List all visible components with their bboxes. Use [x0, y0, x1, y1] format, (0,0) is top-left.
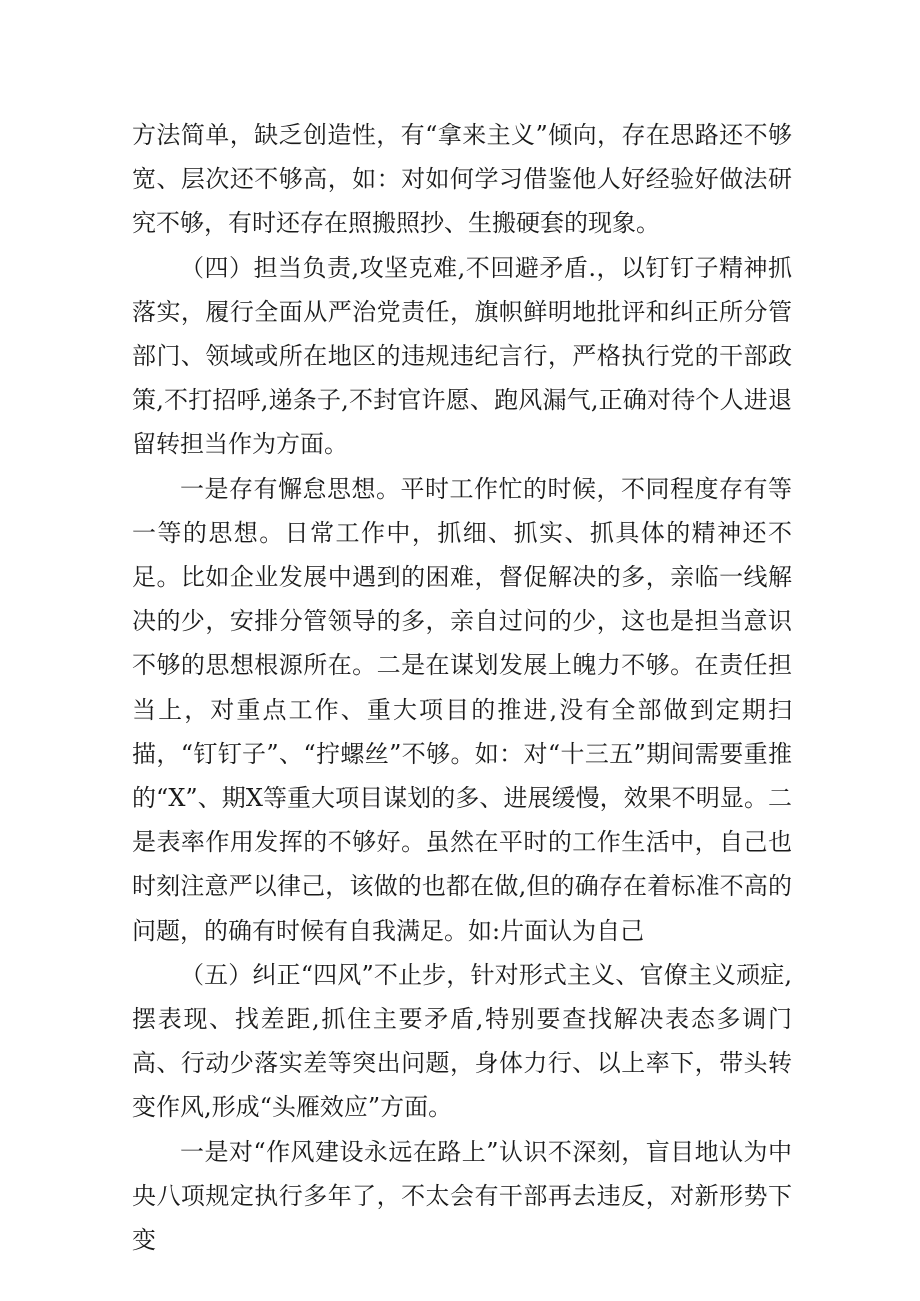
paragraph-1: 方法简单，缺乏创造性，有“拿来主义”倾向，存在思路还不够宽、层次还不够高，如：对如何学习借鉴他人好经验好做法研究不够，有时还存在照搬照抄、生搬硬套的现象。: [132, 121, 792, 238]
paragraph-2: （四）担当负责,攻坚克难,不回避矛盾.，以钉钉子精神抓落实，履行全面从严治党责任，旗帜鲜明地批评和纠正所分管部门、领域或所在地区的违规违纪言行，严格执行党的干部政策,不打招呼,递条子,不封官许愿、跑风漏气,正确对待个人进退留转担当作为方面。: [132, 253, 792, 459]
paragraph-3: 一是存有懈怠思想。平时工作忙的时候，不同程度存有等一等的思想。日常工作中，抓细、抓实、抓具体的精神还不足。比如企业发展中遇到的困难，督促解决的多，亲临一线解决的少，安排分管领导的多，亲自过问的少，这也是担当意识不够的思想根源所在。二是在谋划发展上魄力不够。在责任担当上，对重点工作、重大项目的推进,没有全部做到定期扫描，“钉钉子”、“拧螺丝”不够。如：对“十三五”期间需要重推的“X”、期X等重大项目谋划的多、进展缓慢，效果不明显。二是表率作用发挥的不够好。虽然在平时的工作生活中，自己也时刻注意严以律己，该做的也都在做,但的确存在着标准不高的问题，的确有时候有自我满足。如:片面认为自己: [132, 474, 792, 945]
paragraph-4: （五）纠正“四风”不止步，针对形式主义、官僚主义顽症,摆表现、找差距,抓住主要矛盾,特别要查找解决表态多调门高、行动少落实差等突出问题，身体力行、以上率下，带头转变作风,形成“头雁效应”方面。: [132, 960, 792, 1122]
paragraph-5: 一是对“作风建设永远在路上”认识不深刻，盲目地认为中央八项规定执行多年了，不太会有干部再去违反，对新形势下变: [132, 1137, 792, 1255]
document-body: [132, 113, 792, 1262]
